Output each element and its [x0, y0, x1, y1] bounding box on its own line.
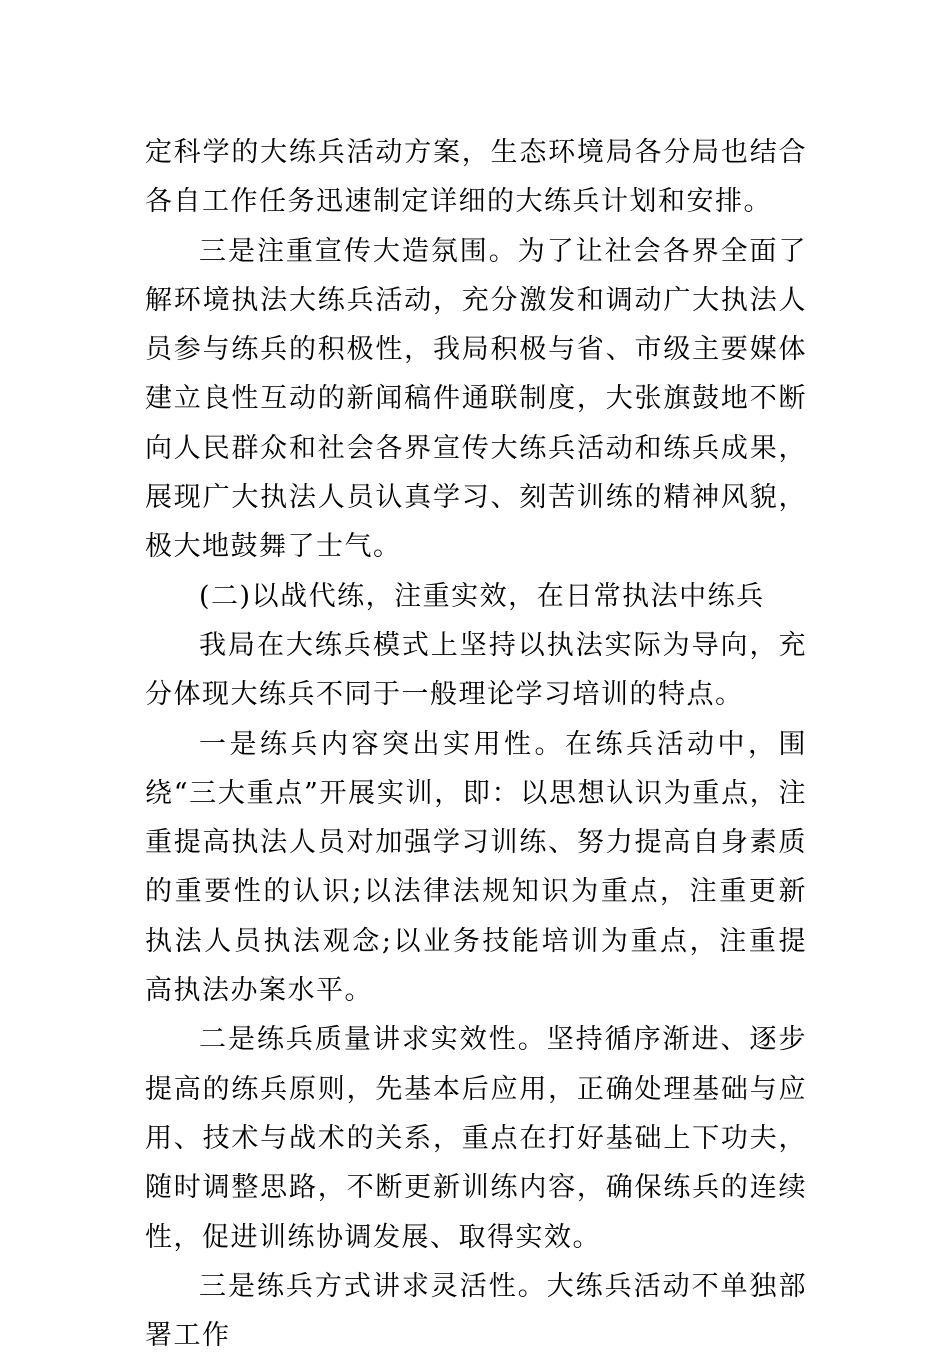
paragraph-flexibility: 三是练兵方式讲求灵活性。大练兵活动不单独部署工作 — [145, 1270, 807, 1352]
document-body — [145, 128, 807, 1360]
paragraph-training-mode: 我局在大练兵模式上坚持以执法实际为导向，充分体现大练兵不同于一般理论学习培训的特点。 — [145, 629, 807, 711]
paragraph-practicality: 一是练兵内容突出实用性。在练兵活动中，围绕“三大重点”开展实训，即：以思想认识为重点，注重提高执法人员对加强学习训练、努力提高自身素质的重要性的认识;以法律法规知识为重点，注重更新执法人员执法观念;以业务技能培训为重点，注重提高执法办案水平。 — [145, 728, 807, 1007]
section-heading: (二)以战代练，注重实效，在日常执法中练兵 — [199, 580, 765, 612]
paragraph-publicity: 三是注重宣传大造氛围。为了让社会各界全面了解环境执法大练兵活动，充分激发和调动广大执法人员参与练兵的积极性，我局积极与省、市级主要媒体建立良性互动的新闻稿件通联制度，大张旗鼓地不断向人民群众和社会各界宣传大练兵活动和练兵成果，展现广大执法人员认真学习、刻苦训练的精神风貌，极大地鼓舞了士气。 — [145, 235, 807, 563]
paragraph-effectiveness: 二是练兵质量讲求实效性。坚持循序渐进、逐步提高的练兵原则，先基本后应用，正确处理基础与应用、技术与战术的关系，重点在打好基础上下功夫，随时调整思路，不断更新训练内容，确保练兵的连续性，促进训练协调发展、取得实效。 — [145, 1024, 807, 1253]
paragraph-continuation: 定科学的大练兵活动方案，生态环境局各分局也结合各自工作任务迅速制定详细的大练兵计划和安排。 — [145, 137, 807, 218]
